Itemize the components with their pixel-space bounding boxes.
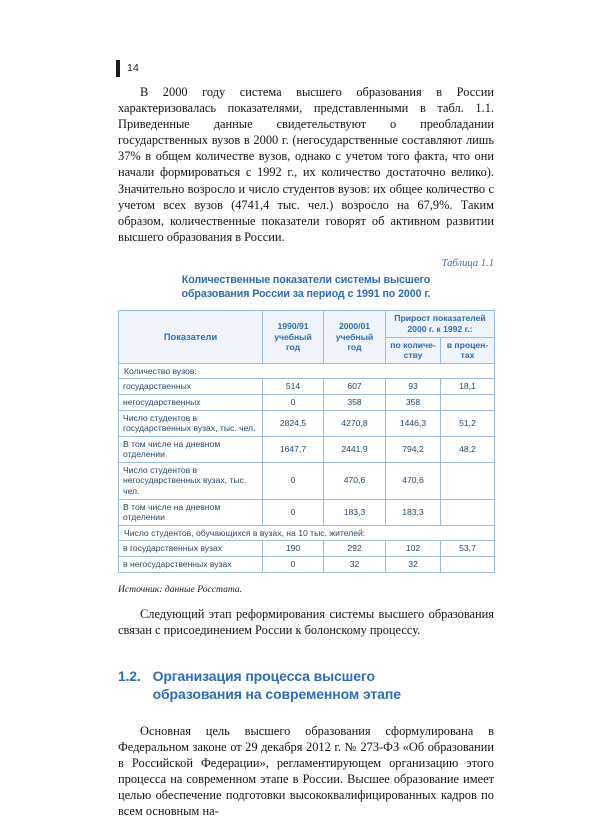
cell-2000: 32: [324, 557, 386, 573]
table-row: [119, 499, 495, 525]
header-year-1990-line-3: год: [285, 342, 301, 353]
cell-2000: 4270,8: [324, 410, 386, 436]
cell-2000: 2441,9: [324, 436, 386, 462]
cell-2000: 607: [324, 379, 386, 395]
header-growth-percent-line-1: в процен-: [446, 339, 489, 350]
header-growth-count-line-2: ству: [403, 350, 423, 361]
cell-growth-percent: 51,2: [441, 410, 495, 436]
table-row: [119, 394, 495, 410]
cell-1990: 190: [263, 541, 324, 557]
cell-1990: 1647,7: [263, 436, 324, 462]
table-section-label: Количество вузов:: [119, 363, 495, 379]
page-content: [118, 84, 494, 819]
cell-growth-count: 32: [386, 557, 441, 573]
cell-growth-percent: [441, 462, 495, 499]
cell-growth-percent: 53,7: [441, 541, 495, 557]
header-year-2000-line-3: год: [347, 342, 362, 353]
cell-1990: 0: [263, 499, 324, 525]
section-heading: [118, 667, 494, 704]
cell-growth-count: 470,6: [386, 462, 441, 499]
header-growth-percent-line-2: тах: [460, 350, 475, 361]
table-row: [119, 410, 495, 436]
cell-1990: 0: [263, 394, 324, 410]
header-year-1990-line-2: учебный: [274, 331, 312, 342]
cell-label: в негосударственных вузах: [119, 557, 263, 573]
cell-growth-percent: 48,2: [441, 436, 495, 462]
statistics-table: [118, 310, 495, 572]
cell-label: государственных: [119, 379, 263, 395]
cell-growth-count: 1446,3: [386, 410, 441, 436]
table-section-row: [119, 525, 495, 541]
header-growth-group: [386, 311, 495, 337]
section-title-line-1: Организация процесса высшего: [152, 667, 375, 684]
header-growth-percent: [441, 337, 495, 363]
table-title-line-2: образования России за период с 1991 по 2000 г.: [181, 288, 431, 301]
table-row: [119, 379, 495, 395]
header-year-2000-line-1: 2000/01: [338, 321, 371, 332]
table-row: [119, 436, 495, 462]
folio-bar-marker: [116, 60, 120, 77]
cell-label: негосударственных: [119, 394, 263, 410]
intro-paragraph: В 2000 году система высшего образования в России характеризовалась показателями, представленными в табл. 1.1. Приведенные данные свидетельствуют о преобладании государственных вузов в 2000 г. (негосударственные составляют лишь 37% в общем количестве вузов, однако с учетом того факта, что они начали формироваться с 1992 г., их количество достаточно велико). Значительно возросло и число студентов вузов: их общее количество с учетом всех вузов (4741,4 тыс. чел.) возросло на 67,9%. Таким образом, количественные показатели говорят об активном развитии высшего образования в России.: [118, 85, 494, 244]
header-growth-count-line-1: по количе-: [390, 339, 436, 350]
cell-label: В том числе на дневном отделении: [119, 499, 263, 525]
cell-1990: 0: [263, 557, 324, 573]
table-number-label: Таблица 1.1: [441, 257, 494, 269]
cell-1990: 0: [263, 462, 324, 499]
cell-2000: 470,6: [324, 462, 386, 499]
cell-label: Число студентов в государственных вузах, тыс. чел.: [119, 410, 263, 436]
cell-1990: 2824,5: [263, 410, 324, 436]
table-row: [119, 541, 495, 557]
table-header-row-1: [119, 311, 495, 337]
cell-growth-percent: 18,1: [441, 379, 495, 395]
after-table-paragraph: Следующий этап реформирования системы высшего образования связан с присоединением России к болонскому процессу.: [118, 606, 494, 637]
cell-growth-percent: [441, 557, 495, 573]
cell-growth-percent: [441, 499, 495, 525]
table-section-row: [119, 363, 495, 379]
cell-growth-percent: [441, 394, 495, 410]
section-title: [153, 667, 401, 704]
cell-growth-count: 102: [386, 541, 441, 557]
header-indicators: Показатели: [119, 311, 263, 363]
section-title-line-2: образования на современном этапе: [152, 686, 401, 703]
cell-growth-count: 93: [386, 379, 441, 395]
table-header: [119, 311, 495, 363]
table-row: [119, 557, 495, 573]
page-number: 14: [127, 62, 140, 74]
header-year-1990-line-1: 1990/91: [277, 321, 309, 332]
cell-label: в государственных вузах: [119, 541, 263, 557]
header-year-2000-line-2: учебный: [335, 331, 374, 342]
cell-growth-count: 794,2: [386, 436, 441, 462]
header-year-2000: [324, 311, 386, 363]
section-number: 1.2.: [118, 667, 141, 684]
page-folio: [116, 58, 139, 78]
cell-2000: 183,3: [324, 499, 386, 525]
cell-growth-count: 358: [386, 394, 441, 410]
cell-1990: 514: [263, 379, 324, 395]
cell-label: Число студентов в негосударственных вузах, тыс. чел.: [119, 462, 263, 499]
cell-label: В том числе на дневном отделении: [119, 436, 263, 462]
table-row: [119, 462, 495, 499]
header-year-1990: [263, 311, 324, 363]
table-title: [118, 273, 494, 301]
cell-growth-count: 183,3: [386, 499, 441, 525]
table-body: [119, 363, 495, 572]
table-source-note: Источник: данные Росстата.: [118, 583, 243, 595]
header-growth-count: [386, 337, 441, 363]
header-growth-line-1: Прирост показателей: [394, 313, 486, 324]
table-section-label: Число студентов, обучающихся в вузах, на 10 тыс. жителей:: [119, 525, 495, 541]
after-heading-paragraph: Основная цель высшего образования сформулирована в Федеральном законе от 29 декабря 2012 г. № 273-ФЗ «Об образовании в Российской Федерации», регламентирующем организацию этого процесса на современном этапе в России. Высшее образование имеет целью обеспечение подготовки высококвалифицированных кадров по всем основным на-: [118, 723, 494, 819]
cell-2000: 358: [324, 394, 386, 410]
cell-2000: 292: [324, 541, 386, 557]
table-title-line-1: Количественные показатели системы высшего: [181, 273, 431, 286]
header-growth-line-2: 2000 г. к 1992 г.:: [407, 323, 473, 334]
